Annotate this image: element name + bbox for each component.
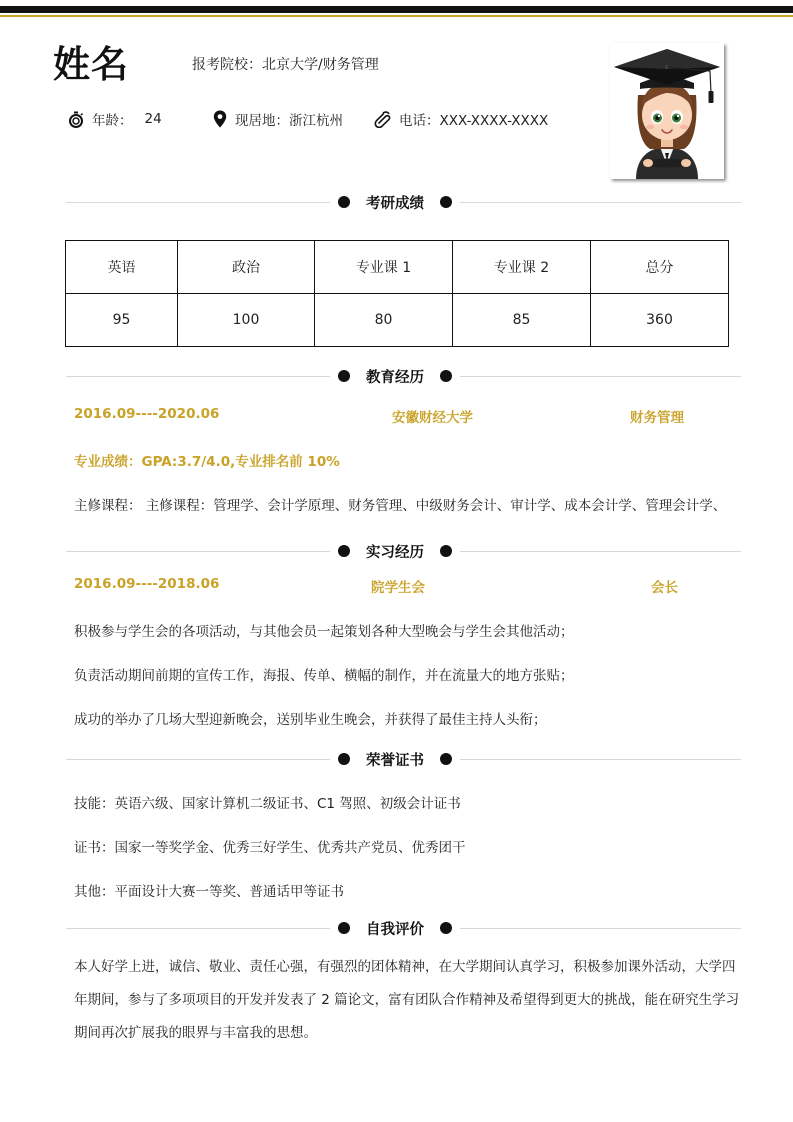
list-item: 其他：平面设计大赛一等奖、普通话甲等证书 [74, 884, 344, 900]
education-header-row [74, 406, 694, 426]
bullet-dot-icon [338, 545, 350, 557]
target-school: 报考院校：北京大学/财务管理 [192, 57, 379, 73]
internship-period: 2016.09----2018.06 [74, 576, 220, 592]
list-item: 负责活动期间前期的宣传工作，海报、传单、横幅的制作，并在流量大的地方张贴； [74, 668, 574, 684]
bullet-dot-icon [440, 922, 452, 934]
phone-info [374, 109, 548, 129]
section-title-center [330, 747, 460, 771]
bullet-dot-icon [338, 753, 350, 765]
section-title-text: 实习经历 [366, 544, 424, 561]
list-item: 技能：英语六级、国家计算机二级证书、C1 驾照、初级会计证书 [74, 796, 461, 812]
bullet-dot-icon [440, 545, 452, 557]
phone-text: 电话：XXX-XXXX-XXXX [399, 113, 549, 129]
table-cell: 85 [453, 294, 591, 347]
section-title-center [330, 190, 460, 214]
top-border-gold [0, 15, 793, 17]
table-header-cell: 总分 [591, 241, 729, 294]
education-gpa: 专业成绩：GPA:3.7/4.0,专业排名前 10% [74, 454, 340, 470]
stopwatch-icon [68, 111, 84, 128]
section-title-center [330, 916, 460, 940]
education-period: 2016.09----2020.06 [74, 406, 220, 422]
education-school: 安徽财经大学 [392, 410, 473, 426]
bullet-dot-icon [338, 922, 350, 934]
section-title-text: 考研成绩 [366, 195, 424, 212]
internship-header-row [74, 576, 694, 596]
table-header-row [66, 241, 729, 294]
applicant-name: 姓名 [53, 43, 129, 86]
table-row [66, 294, 729, 347]
list-item: 积极参与学生会的各项活动，与其他会员一起策划各种大型晚会与学生会其他活动； [74, 624, 574, 640]
paperclip-icon [374, 111, 391, 128]
bullet-dot-icon [440, 370, 452, 382]
education-major: 财务管理 [630, 410, 684, 426]
graduate-avatar-illustration [610, 43, 724, 179]
table-cell: 360 [591, 294, 729, 347]
section-title-honors [66, 747, 741, 771]
education-courses: 主修课程： 主修课程：管理学、会计学原理、财务管理、中级财务会计、审计学、成本会计学、管理会计学、 [74, 498, 727, 514]
table-header-cell: 专业课 1 [315, 241, 453, 294]
bullet-dot-icon [338, 370, 350, 382]
section-title-center [330, 364, 460, 388]
age-value: 24 [144, 111, 162, 127]
internship-org: 院学生会 [371, 580, 425, 596]
top-border-black [0, 6, 793, 13]
bullet-dot-icon [440, 196, 452, 208]
table-header-cell: 专业课 2 [453, 241, 591, 294]
table-header-cell: 英语 [66, 241, 178, 294]
list-item: 证书：国家一等奖学金、优秀三好学生、优秀共产党员、优秀团干 [74, 840, 466, 856]
top-border [0, 0, 793, 20]
section-title-education [66, 364, 741, 388]
table-header-cell: 政治 [178, 241, 315, 294]
section-title-text: 自我评价 [366, 921, 424, 938]
table-cell: 80 [315, 294, 453, 347]
location-pin-icon [213, 110, 227, 128]
bullet-dot-icon [338, 196, 350, 208]
section-title-exam-scores [66, 190, 741, 214]
exam-scores-table [65, 240, 729, 347]
section-title-center [330, 539, 460, 563]
age-info [68, 109, 162, 129]
location-info [213, 109, 343, 129]
table-cell: 100 [178, 294, 315, 347]
age-label: 年龄： [92, 113, 133, 129]
profile-photo [610, 43, 724, 179]
table-cell: 95 [66, 294, 178, 347]
section-title-internship [66, 539, 741, 563]
self-evaluation-text: 本人好学上进，诚信、敬业、责任心强，有强烈的团体精神，在大学期间认真学习，积极参加课外活动，大学四年期间，参与了多项项目的开发并发表了 2 篇论文，富有团队合作精神及希望得到更大的挑战，能在研究生学习期间再次扩展我的眼界与丰富我的思想。 [74, 959, 740, 1041]
education-gpa-row [74, 450, 694, 470]
internship-role: 会长 [651, 580, 678, 596]
bullet-dot-icon [440, 753, 452, 765]
section-title-text: 荣誉证书 [366, 752, 424, 769]
section-title-self-evaluation [66, 916, 741, 940]
location-text: 现居地：浙江杭州 [235, 113, 343, 129]
section-title-text: 教育经历 [366, 369, 424, 386]
list-item: 成功的举办了几场大型迎新晚会，送别毕业生晚会，并获得了最佳主持人头衔； [74, 712, 547, 728]
